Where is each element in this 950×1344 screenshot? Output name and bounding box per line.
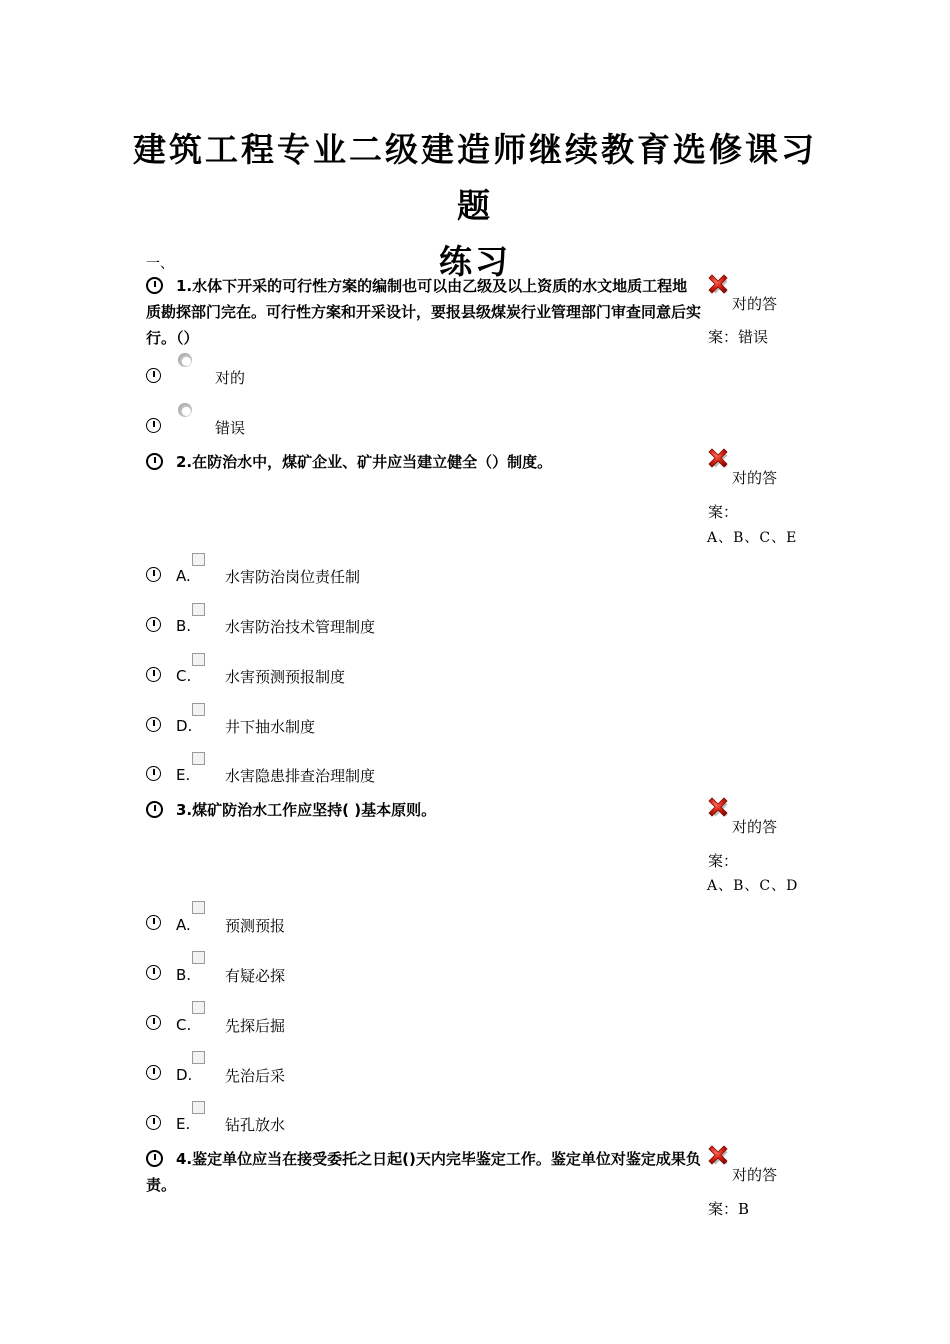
option-text: 预测预报 <box>225 917 286 935</box>
option-radio[interactable] <box>178 403 192 417</box>
option-letter: C. <box>176 667 192 685</box>
question-text: 4.鉴定单位应当在接受委托之日起()天内完毕鉴定工作。鉴定单位对鉴定成果负责。 <box>146 1150 701 1194</box>
option-text: 水害防治岗位责任制 <box>225 568 361 586</box>
answer-label-part2: 案： <box>708 503 739 521</box>
clock-icon <box>146 915 161 930</box>
question-text: 2.在防治水中，煤矿企业、矿井应当建立健全（）制度。 <box>176 453 553 471</box>
option-checkbox[interactable] <box>192 1101 205 1114</box>
clock-icon <box>146 717 161 732</box>
option-text: 水害防治技术管理制度 <box>225 618 376 636</box>
option-text: 井下抽水制度 <box>225 718 316 736</box>
answer-value: A、B、C、E <box>707 530 798 546</box>
option-letter: E. <box>176 766 191 784</box>
option-text: 错误 <box>215 419 246 437</box>
option-checkbox[interactable] <box>192 653 205 666</box>
option-checkbox[interactable] <box>192 1001 205 1014</box>
option-letter: B. <box>176 617 192 635</box>
option-checkbox[interactable] <box>192 951 205 964</box>
clock-icon <box>146 418 161 433</box>
title-line-2: 练习 <box>439 242 511 281</box>
option-letter: A. <box>176 567 191 585</box>
wrong-mark-icon <box>706 795 732 821</box>
clock-icon <box>146 667 161 682</box>
option-letter: B. <box>176 966 192 984</box>
option-letter: E. <box>176 1115 191 1133</box>
option-letter: D. <box>176 1066 193 1084</box>
answer-value: 案：错误 <box>708 328 769 346</box>
option-checkbox[interactable] <box>192 901 205 914</box>
clock-icon <box>146 965 161 980</box>
option-text: 先探后掘 <box>225 1017 286 1035</box>
clock-icon <box>146 368 161 383</box>
option-letter: A. <box>176 916 191 934</box>
answer-label-part2: 案： <box>708 852 739 870</box>
wrong-mark-icon <box>706 272 732 298</box>
clock-icon <box>146 1115 161 1130</box>
option-letter: D. <box>176 717 193 735</box>
option-checkbox[interactable] <box>192 1051 205 1064</box>
page-title <box>130 122 820 290</box>
clock-icon <box>146 567 161 582</box>
question-text: 1.水体下开采的可行性方案的编制也可以由乙级及以上资质的水文地质工程地质勘探部门完在。可行性方案和开采设计，要报县级煤炭行业管理部门审查同意后实行。（） <box>146 277 702 347</box>
wrong-mark-icon <box>706 1143 732 1169</box>
option-text: 水害预测预报制度 <box>225 668 346 686</box>
option-checkbox[interactable] <box>192 752 205 765</box>
answer-label-part1: 对的答 <box>732 469 778 487</box>
answer-label-part1: 对的答 <box>732 818 778 836</box>
option-text: 有疑必探 <box>225 967 286 985</box>
answer-label-part1: 对的答 <box>732 1166 778 1184</box>
option-text: 水害隐患排查治理制度 <box>225 767 376 785</box>
clock-icon <box>146 617 161 632</box>
title-line-1: 建筑工程专业二级建造师继续教育选修课习题 <box>133 130 817 225</box>
option-text: 对的 <box>215 369 246 387</box>
clock-icon <box>146 453 163 470</box>
wrong-mark-icon <box>706 446 732 472</box>
clock-icon <box>146 766 161 781</box>
option-letter: C. <box>176 1016 192 1034</box>
clock-icon <box>146 801 163 818</box>
answer-label-part1: 对的答 <box>732 295 778 313</box>
clock-icon <box>146 1065 161 1080</box>
option-text: 先治后采 <box>225 1067 286 1085</box>
option-checkbox[interactable] <box>192 703 205 716</box>
option-checkbox[interactable] <box>192 603 205 616</box>
option-text: 钻孔放水 <box>225 1116 286 1134</box>
answer-value: A、B、C、D <box>707 878 799 894</box>
option-radio[interactable] <box>178 353 192 367</box>
answer-value: 案：B <box>708 1200 750 1218</box>
section-label: 一、 <box>146 256 174 272</box>
question-text: 3.煤矿防治水工作应坚持( )基本原则。 <box>176 801 437 819</box>
option-checkbox[interactable] <box>192 553 205 566</box>
clock-icon <box>146 1015 161 1030</box>
